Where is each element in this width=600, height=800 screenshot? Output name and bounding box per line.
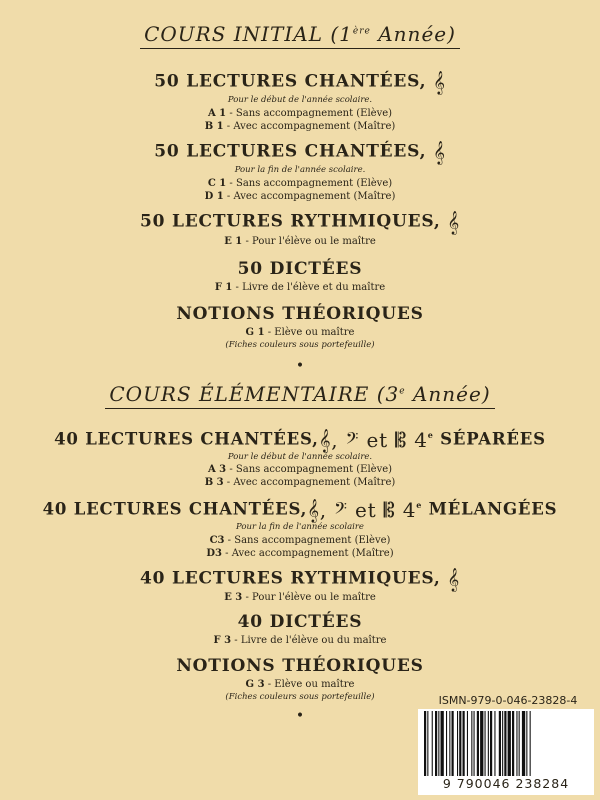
barcode-bar: [504, 711, 506, 777]
barcode-bar: [477, 711, 479, 777]
barcode-bar: [438, 711, 439, 777]
barcode-bar: [488, 711, 489, 777]
treble-clef-icon: 𝄞: [433, 140, 446, 164]
block-6-line-1: A 3 - Sans accompagnement (Elève): [207, 464, 393, 475]
barcode-bar: [449, 711, 450, 777]
barcode-bar: [522, 711, 525, 777]
barcode-bar: [463, 711, 465, 777]
barcode-bar: [435, 711, 437, 777]
barcode-bar: [424, 711, 426, 777]
barcode-bar: [457, 711, 458, 777]
block-4-line-1: F 1 - Livre de l'élève et du maître: [214, 282, 386, 293]
block-2-title: 50 LECTURES CHANTÉES, 𝄞: [154, 140, 446, 164]
barcode-bars: [418, 711, 594, 777]
block-6-subtitle: Pour le début de l'année scolaire.: [227, 452, 373, 462]
section-2-heading: COURS ÉLÉMENTAIRE (3e Année): [105, 382, 494, 409]
block-4-title: 50 DICTÉES: [237, 259, 363, 279]
ismn-label: ISMN-979-0-046-23828-4: [438, 694, 578, 707]
bottom-bullet: •: [295, 708, 305, 724]
barcode-bar: [459, 711, 461, 777]
block-10-note: (Fiches couleurs sous portefeuille): [225, 692, 375, 702]
barcode-bar: [508, 711, 511, 777]
treble-clef-icon: 𝄞: [447, 567, 460, 591]
block-7-line-1: C3 - Sans accompagnement (Elève): [209, 535, 391, 546]
block-6-title: 40 LECTURES CHANTÉES,𝄞, 𝄢 et 𝄡 4e SÉPARÉES: [54, 428, 546, 452]
treble-clef-icon: 𝄞: [433, 70, 446, 94]
barcode-bar: [502, 711, 503, 777]
block-9-line-1: F 3 - Livre de l'élève ou du maître: [213, 635, 387, 646]
block-3-title: 50 LECTURES RYTHMIQUES, 𝄞: [140, 210, 460, 234]
block-10-title: NOTIONS THÉORIQUES: [176, 656, 424, 676]
block-3-line-1: E 1 - Pour l'élève ou le maître: [224, 236, 376, 247]
block-1-title: 50 LECTURES CHANTÉES, 𝄞: [154, 70, 446, 94]
barcode-bar: [519, 711, 520, 777]
section-1-heading: COURS INITIAL (1ère Année): [140, 22, 460, 49]
barcode-bar: [512, 711, 514, 777]
block-8-title: 40 LECTURES RYTHMIQUES, 𝄞: [140, 567, 460, 591]
block-6-line-2: B 3 - Avec accompagnement (Maître): [204, 477, 396, 488]
barcode-bar: [485, 711, 486, 777]
treble-clef-icon: 𝄞: [447, 210, 460, 234]
barcode-bar: [499, 711, 501, 777]
clefs-icon: 𝄞, 𝄢 et 𝄡 4: [318, 428, 428, 452]
barcode-bar: [490, 711, 492, 777]
barcode-bar: [526, 711, 527, 777]
barcode-bar: [452, 711, 454, 777]
barcode-bar: [480, 711, 483, 777]
block-2-subtitle: Pour la fin de l'année scolaire.: [234, 165, 366, 175]
barcode-bar: [474, 711, 475, 777]
separator-bullet: •: [295, 358, 305, 374]
block-5-line-1: G 1 - Elève ou maître: [245, 327, 355, 338]
block-5-note: (Fiches couleurs sous portefeuille): [225, 340, 375, 350]
barcode-bar: [432, 711, 433, 777]
section-1-heading-wrap: [0, 22, 600, 49]
block-7-title: 40 LECTURES CHANTÉES,𝄞, 𝄢 et 𝄡 4e MÉLANGÉES: [42, 498, 558, 522]
block-7-subtitle: Pour la fin de l'année scolaire: [236, 522, 364, 532]
clefs-icon: 𝄞, 𝄢 et 𝄡 4: [307, 498, 417, 522]
barcode-bar: [530, 711, 531, 777]
barcode-bar: [516, 711, 517, 777]
block-1-line-1: A 1 - Sans accompagnement (Elève): [207, 108, 393, 119]
barcode-bar: [427, 711, 428, 777]
block-7-line-2: D3 - Avec accompagnement (Maître): [206, 548, 394, 559]
block-2-line-2: D 1 - Avec accompagnement (Maître): [204, 191, 396, 202]
block-2-line-1: C 1 - Sans accompagnement (Elève): [207, 178, 393, 189]
barcode-bar: [441, 711, 444, 777]
block-5-title: NOTIONS THÉORIQUES: [176, 304, 424, 324]
barcode-bar: [446, 711, 447, 777]
barcode-bar: [471, 711, 472, 777]
block-8-line-1: E 3 - Pour l'élève ou le maître: [224, 592, 376, 603]
barcode-digits: 9 790046 238284: [418, 776, 594, 791]
section-2-heading-wrap: [0, 382, 600, 409]
block-10-line-1: G 3 - Elève ou maître: [245, 679, 355, 690]
block-1-subtitle: Pour le début de l'année scolaire.: [227, 95, 373, 105]
barcode-bar: [467, 711, 468, 777]
block-1-line-2: B 1 - Avec accompagnement (Maître): [204, 121, 396, 132]
block-9-title: 40 DICTÉES: [237, 612, 363, 632]
barcode-bar: [494, 711, 495, 777]
